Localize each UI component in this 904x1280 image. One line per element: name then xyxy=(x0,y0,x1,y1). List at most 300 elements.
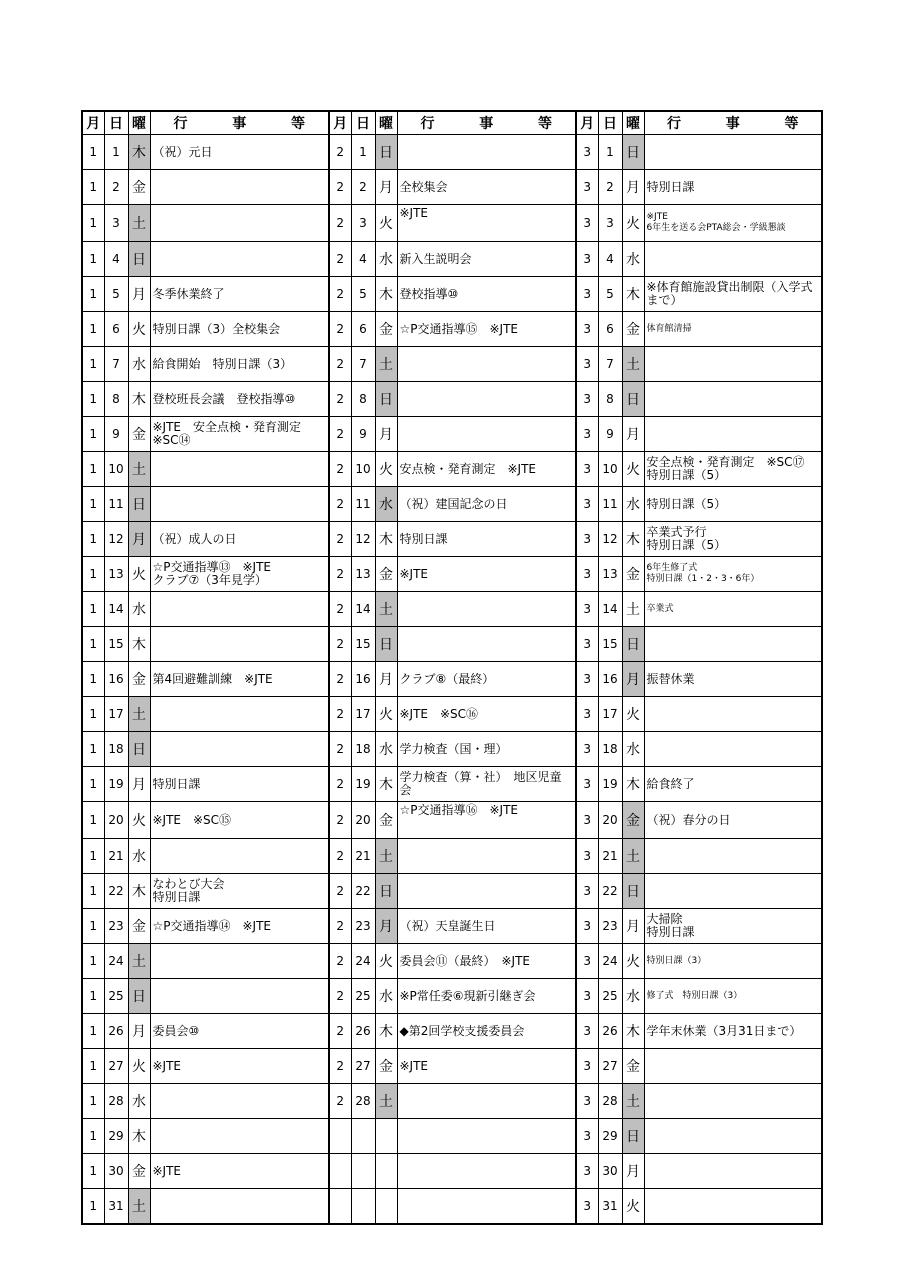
table-row xyxy=(82,382,822,417)
event-cell xyxy=(644,382,822,417)
month-cell: 1 xyxy=(82,277,104,312)
day-cell: 9 xyxy=(104,417,128,452)
event-cell xyxy=(397,417,576,452)
month-cell: 3 xyxy=(576,382,598,417)
weekday-cell: 日 xyxy=(622,135,644,170)
header-day: 日 xyxy=(104,111,128,135)
weekday-cell: 月 xyxy=(622,417,644,452)
month-cell: 3 xyxy=(576,312,598,347)
event-text: 特別日課 xyxy=(399,531,448,546)
event-text: 安全点検・発育測定 ※SC⑰ 特別日課（5） xyxy=(646,455,805,482)
month-cell: 2 xyxy=(329,732,351,767)
month-cell: 3 xyxy=(576,452,598,487)
day-cell: 20 xyxy=(351,802,375,839)
month-cell: 2 xyxy=(329,382,351,417)
month-cell: 3 xyxy=(576,979,598,1014)
month-cell xyxy=(329,1154,351,1189)
header-weekday: 曜 xyxy=(375,111,397,135)
month-cell: 3 xyxy=(576,1119,598,1154)
table-row xyxy=(82,767,822,802)
month-cell: 1 xyxy=(82,557,104,592)
header-day: 日 xyxy=(598,111,622,135)
weekday-cell: 水 xyxy=(128,839,150,874)
table-row xyxy=(82,452,822,487)
month-cell: 2 xyxy=(329,874,351,909)
day-cell: 18 xyxy=(351,732,375,767)
month-cell xyxy=(329,1119,351,1154)
day-cell: 21 xyxy=(351,839,375,874)
event-cell xyxy=(397,909,576,944)
weekday-cell: 月 xyxy=(622,909,644,944)
header-weekday: 曜 xyxy=(622,111,644,135)
weekday-cell: 日 xyxy=(375,627,397,662)
header-events: 行 事 等 xyxy=(397,111,576,135)
weekday-cell: 土 xyxy=(128,944,150,979)
day-cell: 24 xyxy=(104,944,128,979)
table-row xyxy=(82,874,822,909)
event-cell xyxy=(644,874,822,909)
weekday-cell: 水 xyxy=(375,732,397,767)
weekday-cell: 火 xyxy=(622,1189,644,1225)
month-cell: 3 xyxy=(576,767,598,802)
event-text: ☆P交通指導⑬ ※JTE クラブ⑦（3年見学） xyxy=(152,560,272,587)
month-cell: 3 xyxy=(576,242,598,277)
weekday-cell: 月 xyxy=(375,170,397,205)
weekday-cell: 日 xyxy=(375,382,397,417)
month-cell: 1 xyxy=(82,979,104,1014)
weekday-cell: 金 xyxy=(622,557,644,592)
weekday-cell: 火 xyxy=(375,205,397,242)
month-cell: 3 xyxy=(576,277,598,312)
event-text: 特別日課 xyxy=(152,776,201,791)
month-cell: 1 xyxy=(82,697,104,732)
event-cell xyxy=(397,1084,576,1119)
weekday-cell: 火 xyxy=(375,452,397,487)
weekday-cell: 金 xyxy=(128,909,150,944)
weekday-cell: 土 xyxy=(375,347,397,382)
month-cell: 3 xyxy=(576,697,598,732)
table-row xyxy=(82,312,822,347)
event-text: ※JTE xyxy=(152,1163,182,1178)
table-row xyxy=(82,1154,822,1189)
event-cell xyxy=(644,1189,822,1225)
day-cell xyxy=(351,1189,375,1225)
table-row xyxy=(82,1014,822,1049)
month-cell: 2 xyxy=(329,592,351,627)
weekday-cell: 火 xyxy=(128,802,150,839)
day-cell: 7 xyxy=(351,347,375,382)
table-row xyxy=(82,839,822,874)
event-text: 体育館清掃 xyxy=(646,323,692,334)
day-cell: 10 xyxy=(598,452,622,487)
event-cell xyxy=(150,662,329,697)
weekday-cell: 水 xyxy=(622,242,644,277)
event-cell xyxy=(150,1189,329,1225)
month-cell: 2 xyxy=(329,487,351,522)
weekday-cell: 水 xyxy=(128,347,150,382)
event-calendar-table xyxy=(81,110,823,1225)
event-cell xyxy=(397,522,576,557)
weekday-cell: 日 xyxy=(128,487,150,522)
weekday-cell: 火 xyxy=(128,557,150,592)
event-text: 委員会⑩ xyxy=(152,1023,200,1038)
event-cell xyxy=(397,347,576,382)
day-cell: 15 xyxy=(351,627,375,662)
weekday-cell: 日 xyxy=(622,382,644,417)
day-cell: 7 xyxy=(598,347,622,382)
event-cell xyxy=(644,522,822,557)
weekday-cell: 金 xyxy=(375,802,397,839)
event-cell xyxy=(397,1049,576,1084)
event-text: 修了式 特別日課（3） xyxy=(646,990,743,1001)
event-cell xyxy=(644,839,822,874)
weekday-cell: 月 xyxy=(375,909,397,944)
event-cell xyxy=(397,979,576,1014)
event-text: ※JTE ※SC⑮ xyxy=(152,812,232,827)
event-text: 特別日課（3） xyxy=(646,955,707,966)
weekday-cell: 土 xyxy=(622,1084,644,1119)
month-cell: 1 xyxy=(82,170,104,205)
event-cell xyxy=(397,802,576,839)
month-cell: 1 xyxy=(82,909,104,944)
header-month: 月 xyxy=(82,111,104,135)
weekday-cell: 木 xyxy=(622,767,644,802)
event-text: ※JTE xyxy=(399,566,429,581)
day-cell: 13 xyxy=(351,557,375,592)
day-cell: 9 xyxy=(351,417,375,452)
weekday-cell: 木 xyxy=(622,277,644,312)
month-cell: 3 xyxy=(576,1084,598,1119)
event-cell xyxy=(150,979,329,1014)
weekday-cell: 火 xyxy=(128,1049,150,1084)
event-cell xyxy=(150,732,329,767)
event-text: （祝）成人の日 xyxy=(152,531,237,546)
day-cell: 27 xyxy=(598,1049,622,1084)
event-cell xyxy=(397,1154,576,1189)
month-cell: 2 xyxy=(329,627,351,662)
weekday-cell: 水 xyxy=(375,979,397,1014)
event-text: ※体育館施設貸出制限（入学式 まで） xyxy=(646,280,813,307)
month-cell: 1 xyxy=(82,662,104,697)
month-cell: 2 xyxy=(329,767,351,802)
table-row xyxy=(82,1189,822,1225)
weekday-cell: 土 xyxy=(375,592,397,627)
month-cell: 1 xyxy=(82,347,104,382)
weekday-cell xyxy=(375,1189,397,1225)
table-row xyxy=(82,662,822,697)
weekday-cell: 日 xyxy=(375,874,397,909)
weekday-cell: 金 xyxy=(375,557,397,592)
weekday-cell: 火 xyxy=(622,697,644,732)
month-cell: 2 xyxy=(329,662,351,697)
day-cell: 11 xyxy=(351,487,375,522)
day-cell: 18 xyxy=(104,732,128,767)
weekday-cell: 金 xyxy=(622,1049,644,1084)
weekday-cell: 水 xyxy=(375,242,397,277)
event-cell xyxy=(397,697,576,732)
month-cell: 3 xyxy=(576,662,598,697)
day-cell: 25 xyxy=(598,979,622,1014)
day-cell: 22 xyxy=(598,874,622,909)
weekday-cell: 金 xyxy=(128,662,150,697)
header-day: 日 xyxy=(351,111,375,135)
weekday-cell: 水 xyxy=(622,979,644,1014)
weekday-cell: 土 xyxy=(128,1189,150,1225)
event-cell xyxy=(397,312,576,347)
day-cell: 19 xyxy=(104,767,128,802)
month-cell: 2 xyxy=(329,312,351,347)
event-text: 特別日課 xyxy=(646,179,695,194)
month-cell: 1 xyxy=(82,874,104,909)
event-cell xyxy=(644,1014,822,1049)
month-cell: 2 xyxy=(329,452,351,487)
weekday-cell: 木 xyxy=(128,382,150,417)
weekday-cell: 土 xyxy=(128,452,150,487)
weekday-cell: 木 xyxy=(375,522,397,557)
day-cell: 28 xyxy=(104,1084,128,1119)
event-text: 給食開始 特別日課（3） xyxy=(152,356,293,371)
weekday-cell: 日 xyxy=(375,135,397,170)
weekday-cell: 水 xyxy=(128,592,150,627)
event-cell xyxy=(644,417,822,452)
event-text: 安点検・発育測定 ※JTE xyxy=(399,461,537,476)
event-text: （祝）春分の日 xyxy=(646,812,731,827)
weekday-cell: 月 xyxy=(375,662,397,697)
month-cell: 2 xyxy=(329,522,351,557)
event-cell xyxy=(150,1154,329,1189)
event-text: 学年末休業（3月31日まで） xyxy=(646,1023,802,1038)
table-row xyxy=(82,627,822,662)
month-cell: 3 xyxy=(576,205,598,242)
weekday-cell: 火 xyxy=(128,312,150,347)
day-cell: 3 xyxy=(104,205,128,242)
month-cell: 3 xyxy=(576,874,598,909)
month-cell: 3 xyxy=(576,1154,598,1189)
weekday-cell: 日 xyxy=(622,874,644,909)
month-cell: 1 xyxy=(82,1014,104,1049)
event-cell xyxy=(150,347,329,382)
event-cell xyxy=(397,944,576,979)
day-cell: 21 xyxy=(104,839,128,874)
event-cell xyxy=(644,205,822,242)
month-cell: 2 xyxy=(329,277,351,312)
event-cell xyxy=(150,452,329,487)
weekday-cell: 金 xyxy=(375,1049,397,1084)
event-cell xyxy=(150,767,329,802)
event-text: 学力検査（算・社） 地区児童 会 xyxy=(399,770,562,797)
day-cell: 2 xyxy=(104,170,128,205)
event-cell xyxy=(644,487,822,522)
event-cell xyxy=(150,1119,329,1154)
weekday-cell: 月 xyxy=(622,662,644,697)
day-cell: 5 xyxy=(104,277,128,312)
event-cell xyxy=(150,874,329,909)
month-cell: 2 xyxy=(329,1049,351,1084)
weekday-cell: 土 xyxy=(128,205,150,242)
table-row xyxy=(82,170,822,205)
month-cell: 1 xyxy=(82,592,104,627)
day-cell: 28 xyxy=(351,1084,375,1119)
event-cell xyxy=(644,767,822,802)
event-cell xyxy=(397,242,576,277)
day-cell: 2 xyxy=(598,170,622,205)
event-cell xyxy=(150,839,329,874)
weekday-cell: 月 xyxy=(622,1154,644,1189)
table-row xyxy=(82,697,822,732)
day-cell: 31 xyxy=(598,1189,622,1225)
month-cell: 2 xyxy=(329,170,351,205)
month-cell: 2 xyxy=(329,205,351,242)
event-cell xyxy=(150,1014,329,1049)
day-cell: 17 xyxy=(104,697,128,732)
event-cell xyxy=(397,1119,576,1154)
weekday-cell: 日 xyxy=(622,627,644,662)
weekday-cell: 金 xyxy=(128,170,150,205)
month-cell: 2 xyxy=(329,1084,351,1119)
day-cell: 11 xyxy=(104,487,128,522)
weekday-cell: 金 xyxy=(622,312,644,347)
event-cell xyxy=(644,347,822,382)
day-cell: 5 xyxy=(351,277,375,312)
day-cell: 16 xyxy=(351,662,375,697)
day-cell: 29 xyxy=(104,1119,128,1154)
month-cell: 3 xyxy=(576,170,598,205)
weekday-cell: 月 xyxy=(128,767,150,802)
day-cell: 23 xyxy=(351,909,375,944)
event-cell xyxy=(644,1084,822,1119)
day-cell: 24 xyxy=(351,944,375,979)
table-row xyxy=(82,242,822,277)
event-cell xyxy=(150,1049,329,1084)
event-cell xyxy=(150,802,329,839)
month-cell: 3 xyxy=(576,487,598,522)
day-cell: 12 xyxy=(104,522,128,557)
event-cell xyxy=(644,697,822,732)
header-events: 行 事 等 xyxy=(644,111,822,135)
event-cell xyxy=(644,909,822,944)
weekday-cell xyxy=(375,1119,397,1154)
table-row xyxy=(82,205,822,242)
month-cell: 1 xyxy=(82,1084,104,1119)
day-cell: 14 xyxy=(104,592,128,627)
weekday-cell: 火 xyxy=(375,944,397,979)
day-cell: 4 xyxy=(598,242,622,277)
weekday-cell: 金 xyxy=(128,417,150,452)
event-text: 委員会⑪（最終） ※JTE xyxy=(399,953,531,968)
event-text: 給食終了 xyxy=(646,776,695,791)
day-cell: 11 xyxy=(598,487,622,522)
table-row xyxy=(82,979,822,1014)
weekday-cell: 月 xyxy=(128,1014,150,1049)
day-cell: 1 xyxy=(104,135,128,170)
month-cell: 3 xyxy=(576,347,598,382)
weekday-cell: 月 xyxy=(128,277,150,312)
event-cell xyxy=(397,1014,576,1049)
event-cell xyxy=(150,627,329,662)
month-cell: 2 xyxy=(329,944,351,979)
day-cell: 15 xyxy=(598,627,622,662)
event-cell xyxy=(150,135,329,170)
event-text: （祝）建国記念の日 xyxy=(399,496,508,511)
event-text: （祝）元日 xyxy=(152,144,213,159)
month-cell: 2 xyxy=(329,979,351,1014)
month-cell: 1 xyxy=(82,802,104,839)
month-cell: 3 xyxy=(576,802,598,839)
event-text: 冬季休業終了 xyxy=(152,286,225,301)
day-cell: 14 xyxy=(351,592,375,627)
event-cell xyxy=(644,170,822,205)
month-cell: 3 xyxy=(576,839,598,874)
month-cell: 2 xyxy=(329,1014,351,1049)
event-cell xyxy=(150,242,329,277)
month-cell: 1 xyxy=(82,944,104,979)
event-cell xyxy=(397,135,576,170)
weekday-cell: 木 xyxy=(128,135,150,170)
table-row xyxy=(82,944,822,979)
table-row xyxy=(82,522,822,557)
event-text: ※JTE xyxy=(399,1058,429,1073)
month-cell: 1 xyxy=(82,522,104,557)
table-row xyxy=(82,592,822,627)
day-cell: 26 xyxy=(351,1014,375,1049)
event-cell xyxy=(644,802,822,839)
month-cell: 1 xyxy=(82,767,104,802)
day-cell: 26 xyxy=(598,1014,622,1049)
day-cell: 15 xyxy=(104,627,128,662)
event-cell xyxy=(150,417,329,452)
weekday-cell: 火 xyxy=(375,697,397,732)
month-cell: 2 xyxy=(329,839,351,874)
event-cell xyxy=(644,979,822,1014)
month-cell: 1 xyxy=(82,135,104,170)
event-cell xyxy=(644,1049,822,1084)
month-cell: 3 xyxy=(576,1049,598,1084)
day-cell: 27 xyxy=(351,1049,375,1084)
event-cell xyxy=(150,487,329,522)
day-cell: 14 xyxy=(598,592,622,627)
day-cell: 21 xyxy=(598,839,622,874)
event-cell xyxy=(644,1154,822,1189)
table-row xyxy=(82,347,822,382)
event-cell xyxy=(397,839,576,874)
event-cell xyxy=(644,627,822,662)
weekday-cell: 土 xyxy=(622,592,644,627)
event-cell xyxy=(397,874,576,909)
day-cell: 23 xyxy=(104,909,128,944)
day-cell: 13 xyxy=(598,557,622,592)
month-cell: 1 xyxy=(82,452,104,487)
weekday-cell: 金 xyxy=(128,1154,150,1189)
table-row xyxy=(82,557,822,592)
month-cell: 2 xyxy=(329,697,351,732)
weekday-cell: 月 xyxy=(128,522,150,557)
weekday-cell: 木 xyxy=(128,874,150,909)
table-row xyxy=(82,417,822,452)
day-cell: 6 xyxy=(598,312,622,347)
weekday-cell: 木 xyxy=(128,627,150,662)
event-cell xyxy=(397,170,576,205)
event-text: 特別日課（5） xyxy=(646,496,727,511)
table-row xyxy=(82,487,822,522)
event-cell xyxy=(644,944,822,979)
day-cell: 4 xyxy=(104,242,128,277)
month-cell: 1 xyxy=(82,1119,104,1154)
event-cell xyxy=(397,732,576,767)
weekday-cell: 木 xyxy=(622,1014,644,1049)
day-cell: 5 xyxy=(598,277,622,312)
weekday-cell xyxy=(375,1154,397,1189)
event-text: ※JTE xyxy=(152,1058,182,1073)
